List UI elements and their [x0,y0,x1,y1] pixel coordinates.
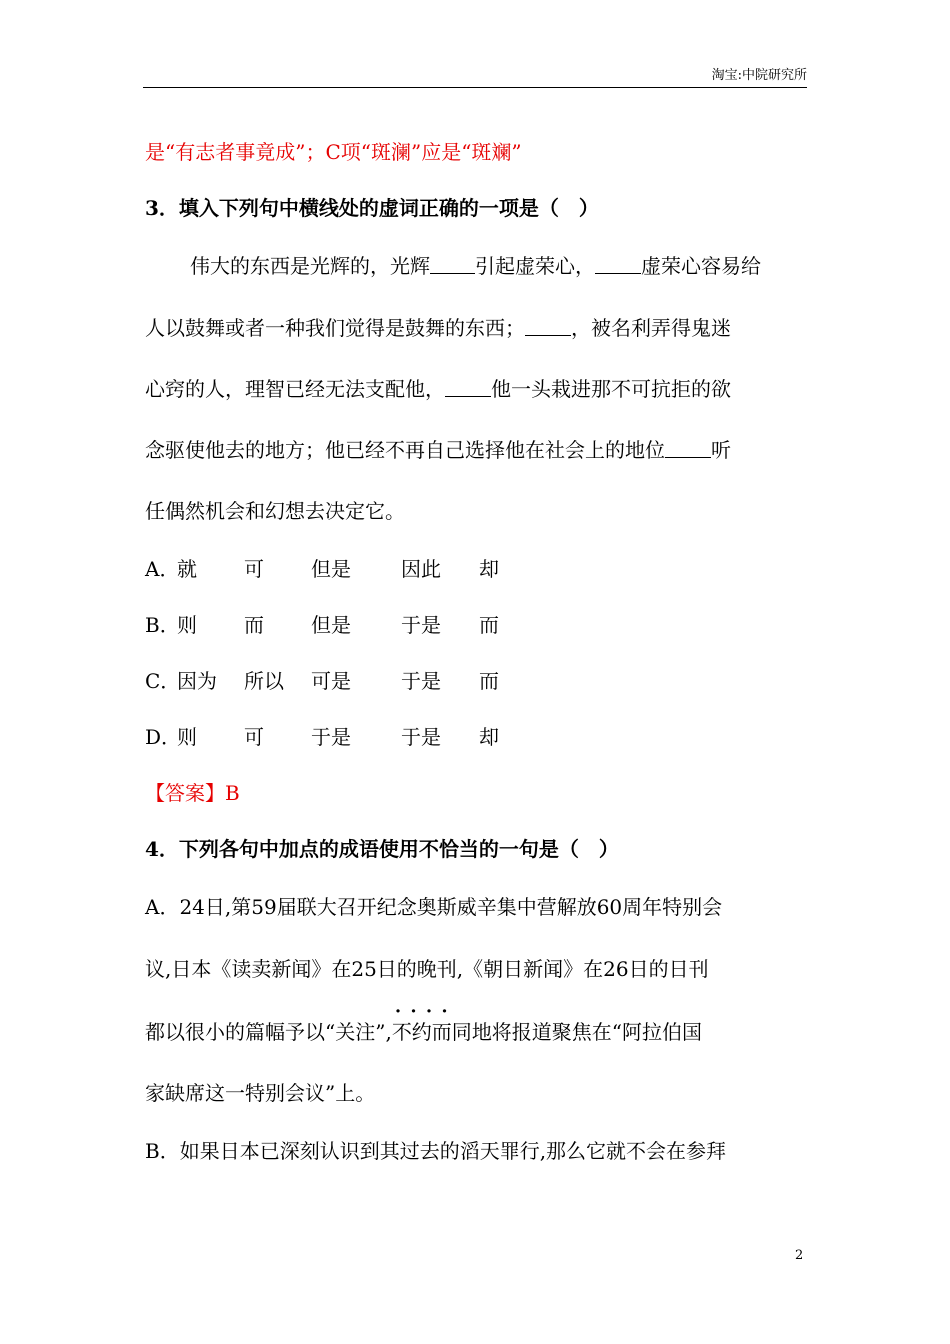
q4-option-a-line-3 [145,1019,810,1045]
option-word: 则 [177,725,197,749]
option-word: 而 [479,613,499,637]
q4-option-a-line-2: 议,日本《读卖新闻》在25日的晚刊,《朝日新闻》在26日的日刊 [145,957,709,981]
passage-text: 伟大的东西是光辉的，光辉 [190,254,430,278]
option-word: 所以 [244,669,284,693]
passage-line-3 [145,376,810,402]
passage-line-2 [145,315,810,341]
question-3-title: 3．填入下列句中横线处的虚词正确的一项是（ ） [145,196,599,220]
blank-1 [430,255,475,274]
option-word: 就 [177,557,197,581]
passage-text: 人以鼓舞或者一种我们觉得是鼓舞的东西； [145,316,525,340]
option-word: 则 [177,613,197,637]
option-word: 于是 [401,613,441,637]
blank-5 [665,439,711,458]
sentence-text: 地将报道聚焦在“阿拉伯国 [471,1020,703,1044]
option-letter: C． [145,669,181,693]
blank-3 [525,317,571,336]
option-word: 于是 [401,725,441,749]
option-word: 因此 [401,557,441,581]
option-letter: B． [145,613,180,637]
option-letter: A． [145,557,180,581]
passage-line-1 [190,253,855,279]
option-word: 可 [244,725,264,749]
passage-line-5: 任偶然机会和幻想去决定它。 [145,499,405,523]
sentence-text: 都以很小的篇幅予以“关注”, [145,1020,392,1044]
answer-value: B [225,781,240,805]
passage-text: 虚荣心容易给 [641,254,761,278]
dotted-idiom: · · · · 不约而同 [392,1019,472,1045]
option-word: 而 [479,669,499,693]
blank-4 [445,378,491,397]
option-word: 而 [244,613,264,637]
option-word: 可 [244,557,264,581]
option-letter: D． [145,725,182,749]
question-4-title: 4．下列各句中加点的成语使用不恰当的一句是（ ） [145,837,619,861]
answer-line [145,780,810,806]
option-word: 因为 [177,669,217,693]
q4-option-b-line-1: B．如果日本已深刻认识到其过去的滔天罪行,那么它就不会在参拜 [145,1139,727,1163]
passage-text: 念驱使他去的地方；他已经不再自己选择他在社会上的地位 [145,438,665,462]
passage-text: 听 [711,438,731,462]
option-word: 但是 [311,557,351,581]
passage-text: ，被名利弄得鬼迷 [571,316,731,340]
option-word: 却 [479,557,499,581]
option-word: 但是 [311,613,351,637]
header-text: 淘宝:中院研究所 [711,68,807,83]
page-number: 2 [795,1248,804,1263]
option-word: 可是 [311,669,351,693]
passage-text: 他一头栽进那不可抗拒的欲 [491,377,731,401]
option-word: 于是 [311,725,351,749]
passage-text: 心窍的人，理智已经无法支配他， [145,377,445,401]
header-rule [143,87,807,88]
passage-line-4 [145,437,810,463]
option-word: 于是 [401,669,441,693]
previous-answer-tail: 是“有志者事竟成”；C项“斑澜”应是“斑斓” [145,140,522,164]
answer-label: 【答案】 [145,781,225,805]
q4-option-a-line-4: 家缺席这一特别会议”上。 [145,1081,376,1105]
blank-2 [595,255,641,274]
q4-option-a-line-1: A．24日,第59届联大召开纪念奥斯威辛集中营解放60周年特别会 [145,895,723,919]
option-word: 却 [479,725,499,749]
passage-text: 引起虚荣心， [475,254,595,278]
